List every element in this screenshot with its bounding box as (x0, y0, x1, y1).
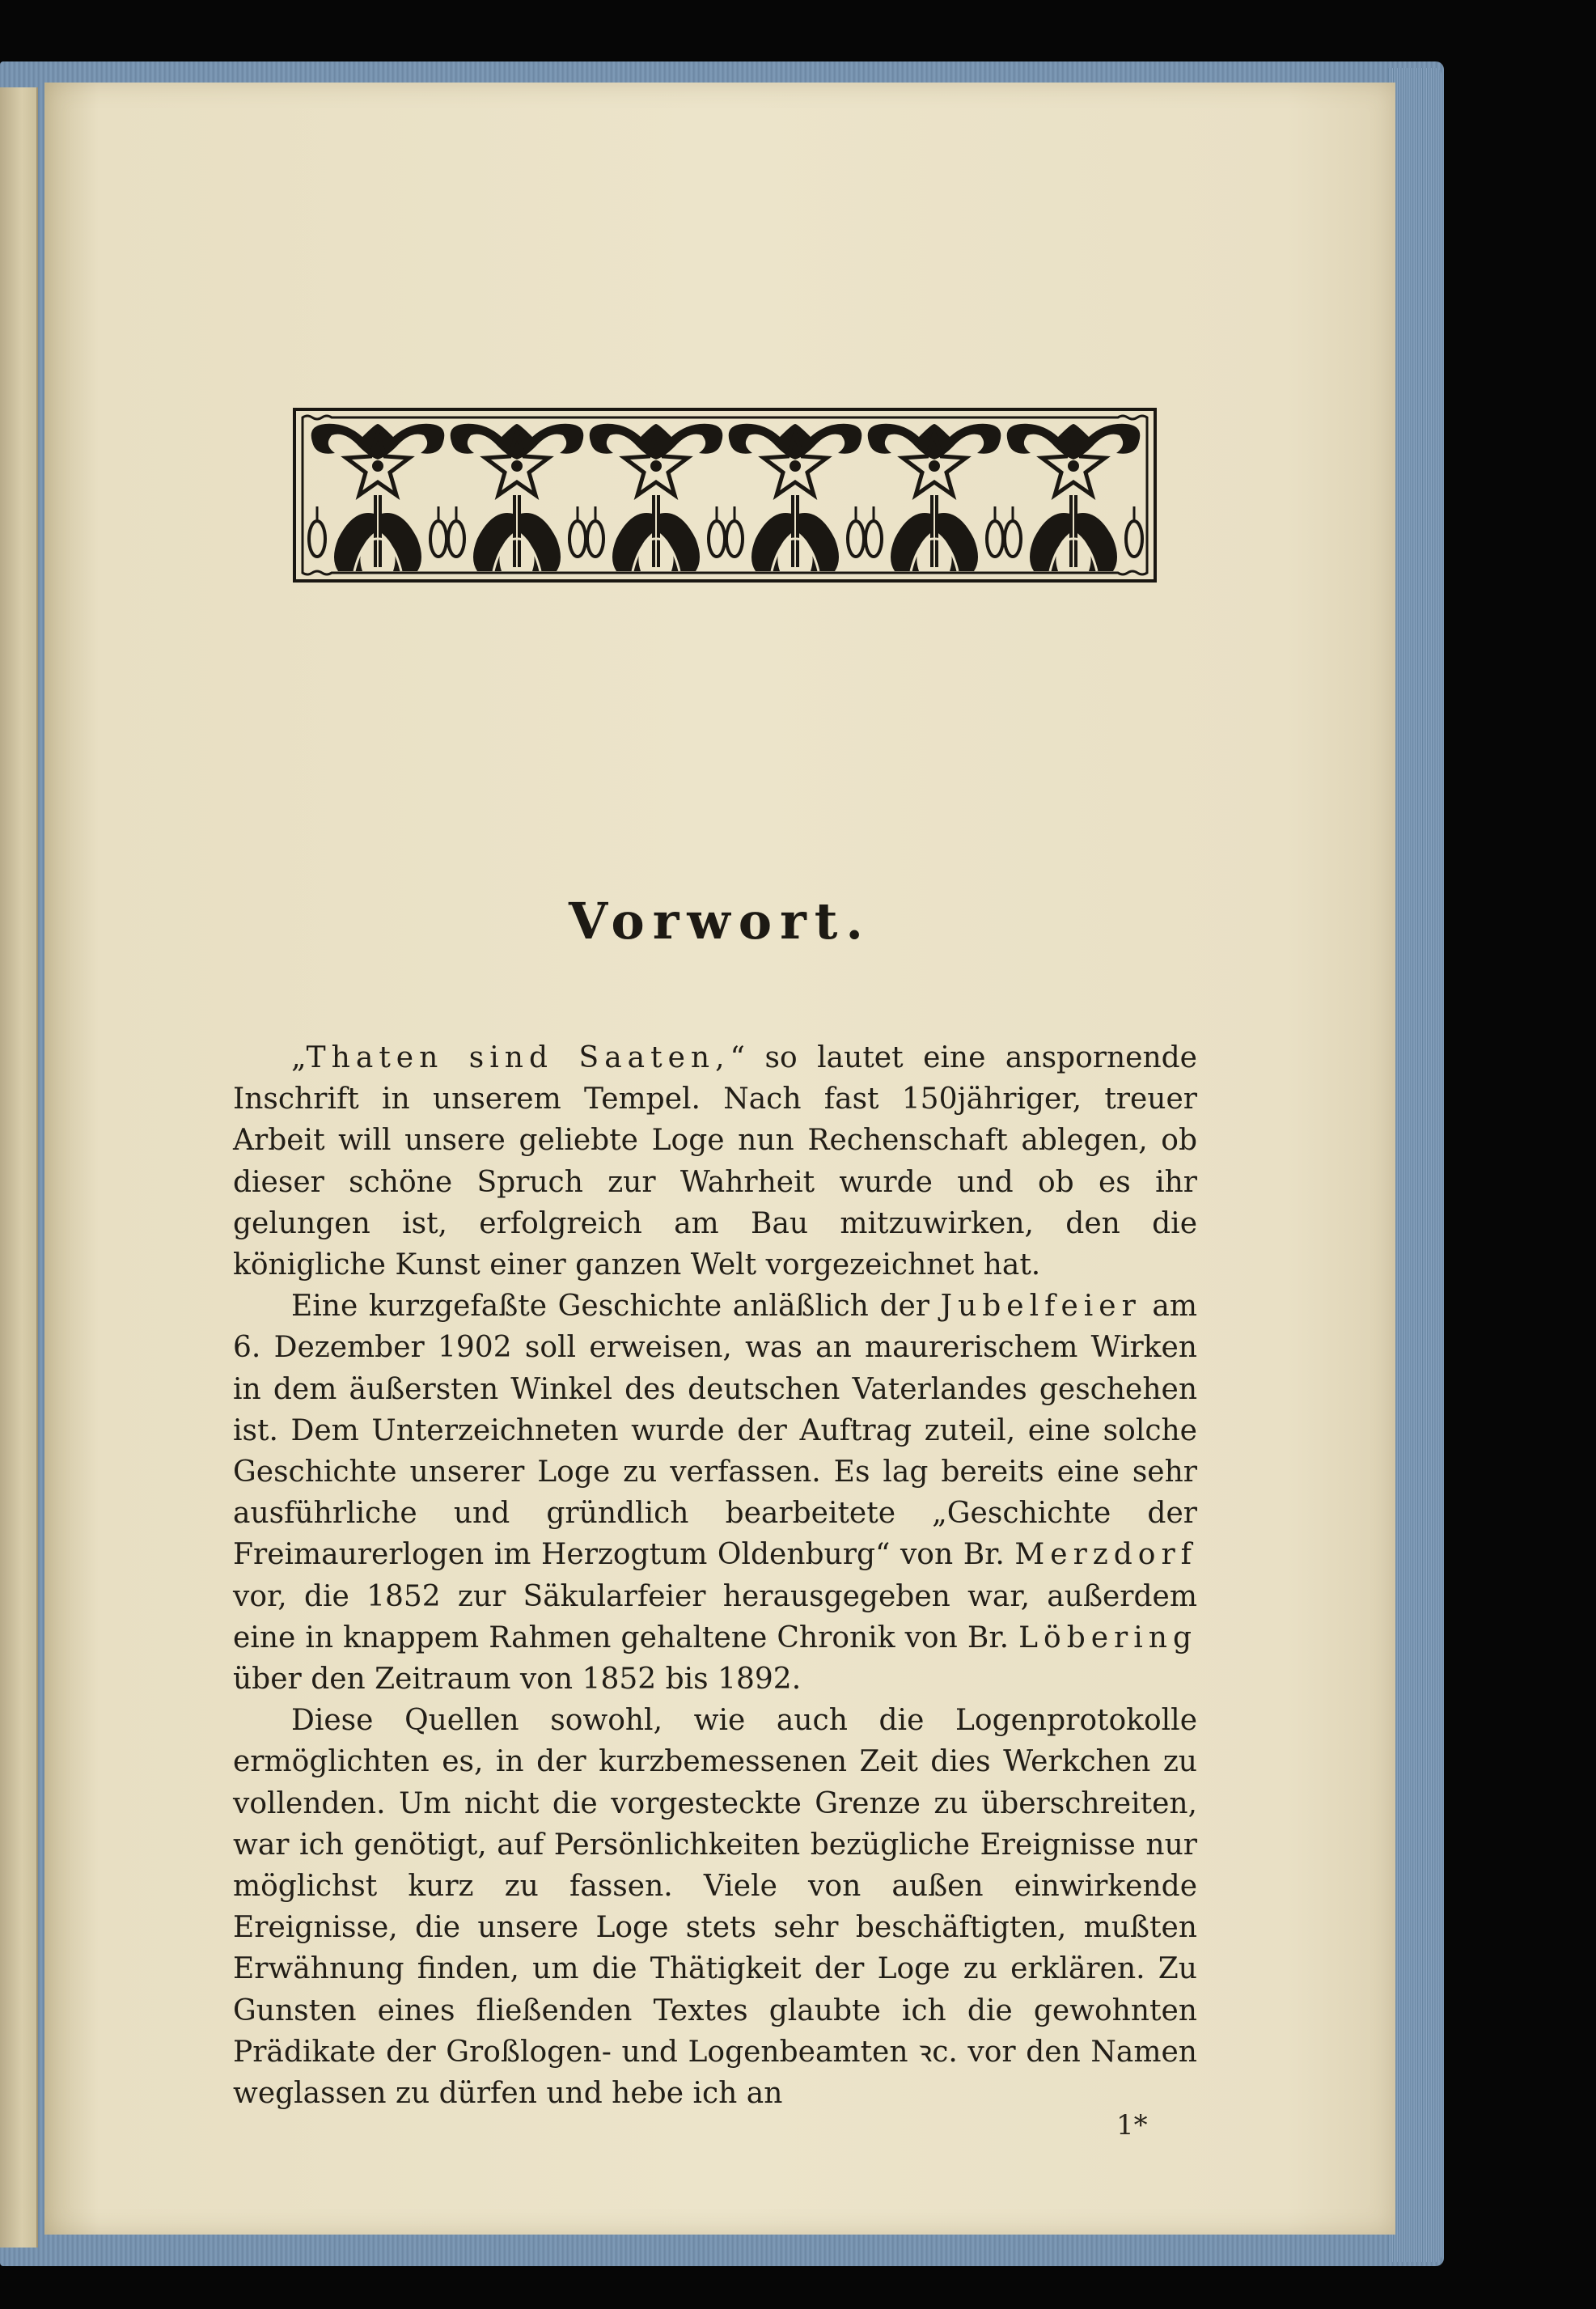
book-page (44, 83, 1395, 2235)
paragraph-3-text: Diese Quellen sowohl, wie auch die Logenprotokolle ermöglichten es, in der kurzbemessenen Zeit dies Werkchen zu vollenden. Um nicht die vorgesteckte Grenze zu überschreiten, war ich genötigt, auf Persönlichkeiten bezügliche Ereignisse nur möglichst kurz zu fassen. Viele von außen einwirkende Ereignisse, die unsere Loge stets sehr beschäftigten, mußten Erwähnung finden, um die Thätigkeit der Loge zu erklären. Zu Gunsten eines fließenden Textes glaubte ich die gewohnten Prädikate der Großlogen- und Logenbeamten ꝛc. vor den Namen weglassen zu dürfen und hebe ich an (233, 1704, 1197, 2111)
paragraph-2-pre: Eine kurzgefaßte Geschichte anläßlich der (291, 1290, 941, 1324)
emphasis-merzdorf: Merzdorf (1014, 1538, 1197, 1572)
signature-mark: 1* (1116, 2109, 1148, 2142)
paragraph-1 (233, 1037, 1197, 1286)
paragraph-2-mid1: am 6. Dezember 1902 soll erweisen, was an maurerischem Wirken in dem äußersten Winkel des deutschen Vaterlandes geschehen ist. Dem Unterzeichneten wurde der Auftrag zuteil, eine solche Geschichte unserer Loge zu verfassen. Es lag bereits eine sehr ausführliche und gründlich bearbeitete „Geschichte der Freimaurerlogen im Herzogtum Oldenburg“ von Br. (233, 1290, 1197, 1572)
paragraph-1-text: “ so lautet eine anspornende Inschrift in unserem Tempel. Nach fast 150jähriger, treuer Arbeit will unsere geliebte Loge nun Rechenschaft ablegen, ob dieser schöne Spruch zur Wahrheit wurde und ob es ihr gelungen ist, erfolgreich am Bau mitzuwirken, den die königliche Kunst einer ganzen Welt vorgezeichnet hat. (233, 1041, 1197, 1282)
left-page-edge (0, 87, 38, 2248)
floral-ornament-icon (291, 406, 1158, 584)
page-title: Vorwort. (568, 892, 872, 951)
opening-quote: „ (291, 1041, 307, 1074)
paragraph-2-end: über den Zeitraum von 1852 bis 1892. (233, 1663, 802, 1697)
paragraph-3 (233, 1700, 1197, 2114)
body-text (233, 1037, 1197, 2114)
cover-fore-edge (1388, 68, 1441, 2262)
paragraph-2 (233, 1286, 1197, 1700)
emphasis-motto: Thaten sind Saaten, (306, 1041, 730, 1074)
emphasis-jubelfeier: Jubelfeier (940, 1290, 1141, 1324)
emphasis-loebering: Löbering (1018, 1621, 1197, 1654)
paragraph-2-mid2: vor, die 1852 zur Säkularfeier herausgegeben war, außerdem eine in knappem Rahmen gehaltene Chronik von Br. (233, 1579, 1197, 1654)
